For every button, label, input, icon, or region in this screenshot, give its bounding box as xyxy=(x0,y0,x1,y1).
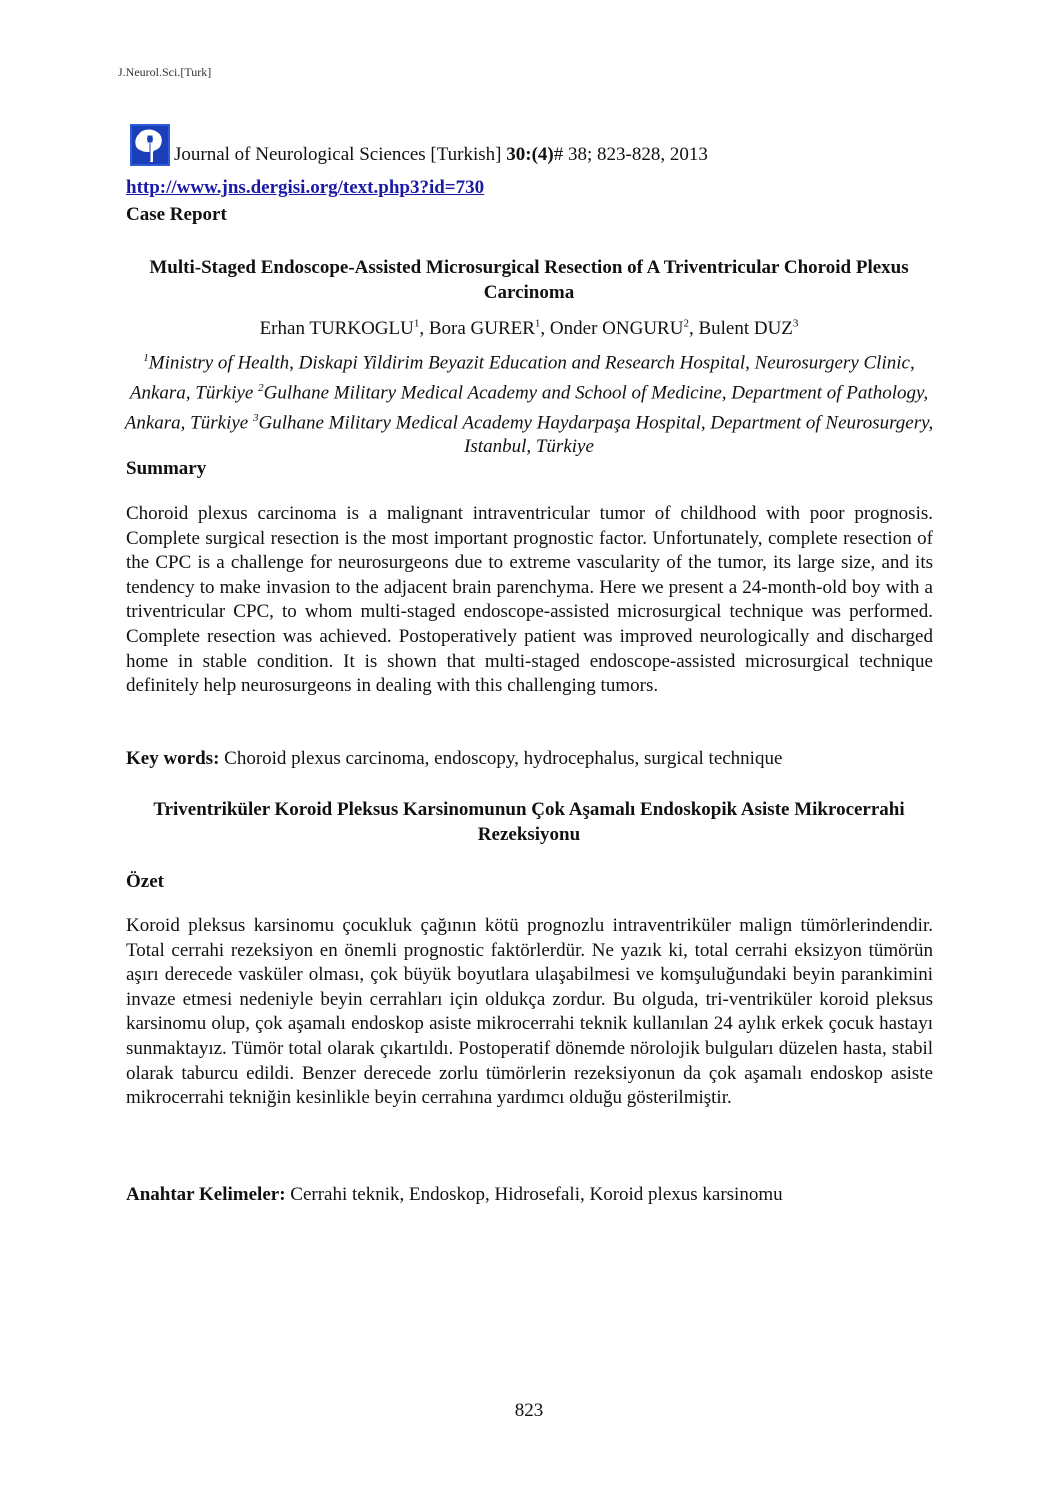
affiliation: Gulhane Military Medical Academy and School of Medicine, Department of Pathology, Ankara, Türkiye xyxy=(124,382,929,433)
ozet-heading: Özet xyxy=(126,871,164,892)
keywords xyxy=(126,748,782,770)
running-head: J.Neurol.Sci.[Turk] xyxy=(118,65,212,79)
author: Erhan TURKOGLU$^1$, xyxy=(259,318,429,340)
journal-citation xyxy=(130,124,708,166)
article-url-link[interactable]: http://www.jns.dergisi.org/text.php3?id=730 xyxy=(126,177,485,198)
anahtar-kelimeler-label: Anahtar Kelimeler: xyxy=(126,1184,286,1205)
affiliations: $^1$Ministry of Health, Diskapi Yildirim Beyazit Education and Research Hospital, Neurosurgery Clinic, Ankara, Türkiye $^2$Gulhane Military Medical Academy and School of Medicine, Department of Pathology, Ankara, Türkiye $^3$Gulhane Military Medical Academy Haydarpaşa Hospital, Department of Neurosurgery, Istanbul, Türkiye xyxy=(124,352,934,458)
page-number: 823 xyxy=(514,1400,544,1421)
ozet-text: Koroid pleksus karsinomu çocukluk çağının kötü prognozlu intraventriküler malign tümörlerindendir. Total cerrahi rezeksiyon en önemli prognostic faktörlerdür. Ne yazık ki, total cerrahi eksizyon tümörün aşırı derecede vasküler olması, çok büyük boyutlara ulaşabilmesi ve komşuluğundaki beyin parankimini invaze etmesi nedeniyle beyin cerrahları için oldukça zordur. Bu olguda, tri-ventriküler koroid pleksus karsinomu olup, çok aşamalı endoskop asiste mikrocerrahi teknik kullanılan 24 aylık erkek çocuk hastayı sunmaktayız. Tümör total olarak çıkartıldı. Postoperatif dönemde nörolojik bulguları düzelen hasta, stabil olarak taburcu edildi. Benzer derecede zorlu tümörlerin rezeksiyonun da çok aşamalı endoskop asiste mikrocerrahi tekniğin kesinlikle beyin cerrahına yardımcı olduğu gösterilmiştir. xyxy=(126,915,933,1109)
article-type: Case Report xyxy=(126,204,227,225)
journal-name: Journal of Neurological Sciences [Turkish] xyxy=(174,144,502,165)
author-list xyxy=(120,312,938,341)
author: Bora GURER$^1$, xyxy=(428,318,550,340)
turkish-title: Triventriküler Koroid Pleksus Karsinomunun Çok Aşamalı Endoskopik Asiste Mikrocerrahi Rezeksiyonu xyxy=(153,799,905,845)
anahtar-kelimeler xyxy=(126,1184,783,1206)
journal-volume: 30:(4) xyxy=(506,144,554,165)
affiliation: Gulhane Military Medical Academy Haydarpaşa Hospital, Department of Neurosurgery, Istanbul, Türkiye xyxy=(258,411,934,458)
summary-text: Choroid plexus carcinoma is a malignant intraventricular tumor of childhood with poor prognosis. Complete surgical resection is the most important prognostic factor. Unfortunately, complete resection of the CPC is a challenge for neurosurgeons due to extreme vascularity of the tumor, its large size, and its tendency to make invasion to the adjacent brain parenchyma. Here we present a 24-month-old boy with a triventricular CPC, to whom multi-staged endoscope-assisted microsurgical technique was performed. Complete resection was achieved. Postoperatively patient was improved neurologically and discharged home in stable condition. It is shown that multi-staged endoscope-assisted microsurgical technique definitely help neurosurgeons in dealing with this challenging tumors. xyxy=(126,503,933,697)
brain-logo-icon xyxy=(130,124,170,166)
keywords-label: Key words: xyxy=(126,748,220,769)
anahtar-kelimeler-list: Cerrahi teknik, Endoskop, Hidrosefali, Koroid plexus karsinomu xyxy=(285,1184,783,1205)
article-title: Multi-Staged Endoscope-Assisted Microsurgical Resection of A Triventricular Choroid Plexus Carcinoma xyxy=(149,257,909,303)
summary-heading: Summary xyxy=(126,458,207,479)
keywords-list: Choroid plexus carcinoma, endoscopy, hydrocephalus, surgical technique xyxy=(219,748,783,769)
affiliation: Ministry of Health, Diskapi Yildirim Beyazit Education and Research Hospital, Neurosurgery Clinic, Ankara, Türkiye xyxy=(129,352,915,404)
author: Onder ONGURU$^2$, xyxy=(549,318,699,340)
author: Bulent DUZ$^3$ xyxy=(698,318,799,340)
journal-pages: # 38; 823-828, 2013 xyxy=(553,144,708,165)
